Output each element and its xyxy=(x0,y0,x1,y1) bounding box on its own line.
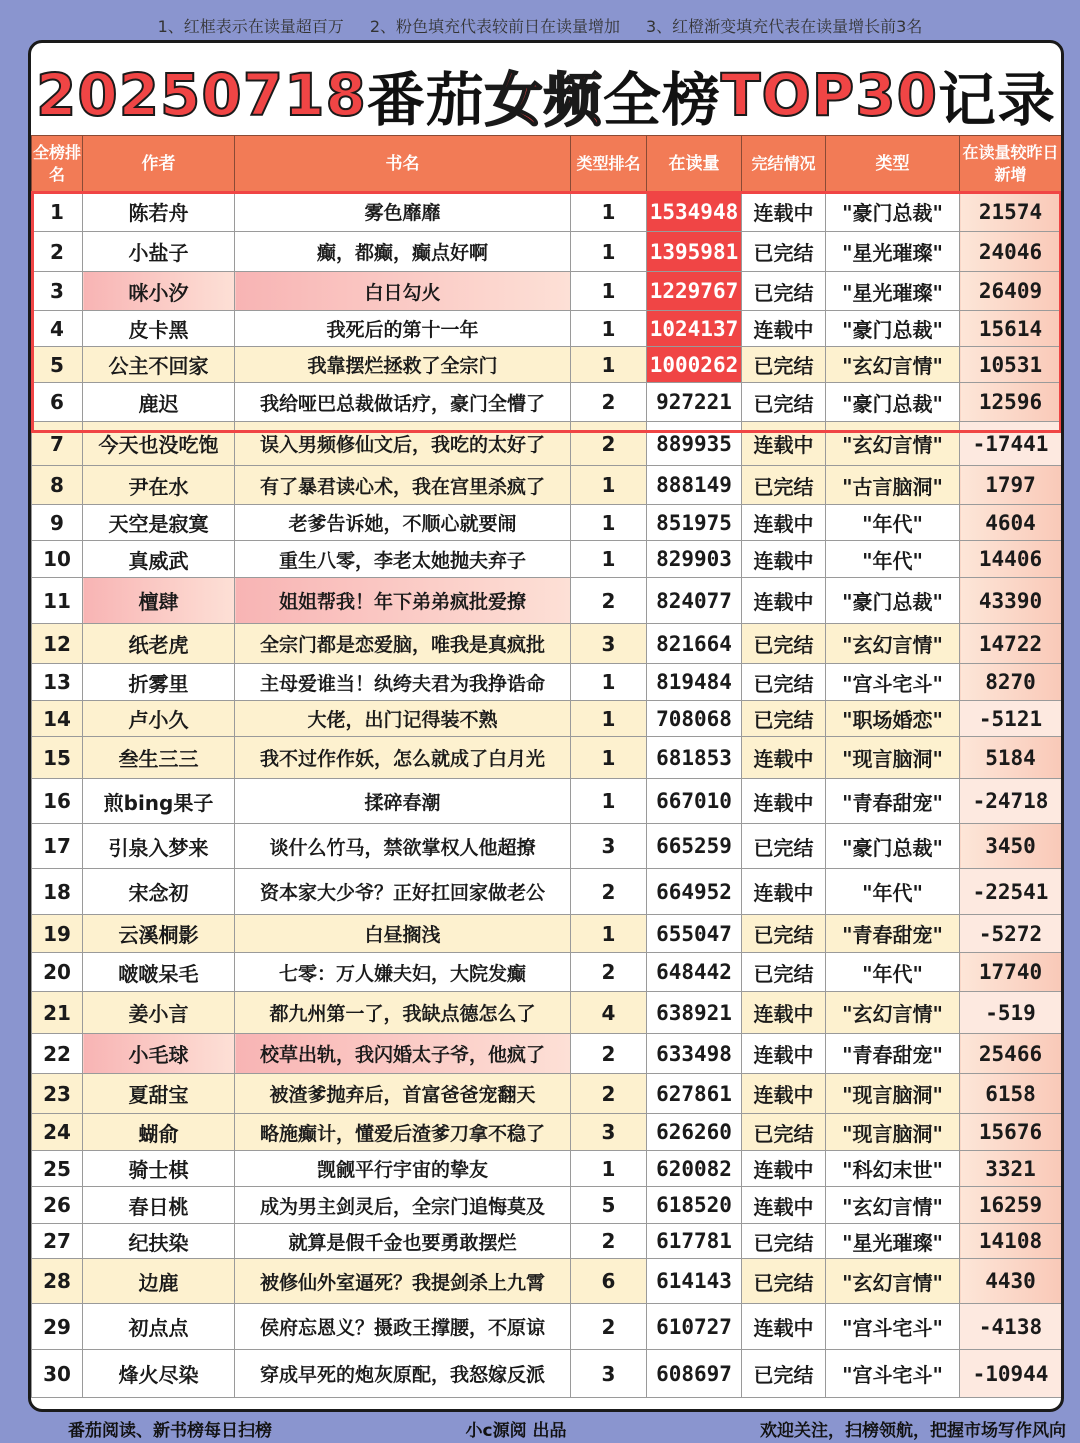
cell-reads: 633498 xyxy=(647,1034,742,1074)
cell-author: 天空是寂寞 xyxy=(83,505,235,541)
cell-genre: "现言脑洞" xyxy=(826,737,960,779)
cell-author: 宋念初 xyxy=(83,869,235,915)
cell-reads: 608697 xyxy=(647,1350,742,1398)
cell-book: 就算是假千金也要勇敢摆烂 xyxy=(235,1224,571,1259)
cell-rank: 20 xyxy=(32,953,83,992)
ranking-card xyxy=(28,40,1064,1412)
cell-author: 夏甜宝 xyxy=(83,1074,235,1114)
cell-type-rank: 2 xyxy=(571,1304,647,1350)
cell-reads: 617781 xyxy=(647,1224,742,1259)
table-row xyxy=(32,272,1062,311)
cell-reads: 681853 xyxy=(647,737,742,779)
cell-type-rank: 1 xyxy=(571,779,647,824)
cell-rank: 15 xyxy=(32,737,83,779)
table-row xyxy=(32,1187,1062,1224)
cell-reads: 851975 xyxy=(647,505,742,541)
table-row xyxy=(32,541,1062,578)
cell-book: 我靠摆烂拯救了全宗门 xyxy=(235,347,571,383)
cell-genre: "现言脑洞" xyxy=(826,1074,960,1114)
table-row xyxy=(32,1259,1062,1304)
header-book: 书名 xyxy=(235,136,571,192)
cell-book: 我不过作作妖，怎么就成了白月光 xyxy=(235,737,571,779)
title-platform: 番茄 xyxy=(366,66,485,134)
cell-author: 尹在水 xyxy=(83,466,235,505)
cell-rank: 12 xyxy=(32,624,83,664)
cell-status: 连载中 xyxy=(742,311,826,347)
cell-genre: "现言脑洞" xyxy=(826,1114,960,1151)
table-row xyxy=(32,953,1062,992)
cell-status: 连载中 xyxy=(742,1074,826,1114)
cell-type-rank: 1 xyxy=(571,737,647,779)
cell-status: 已完结 xyxy=(742,466,826,505)
cell-delta: 4604 xyxy=(960,505,1062,541)
table-row xyxy=(32,701,1062,737)
table-row xyxy=(32,311,1062,347)
table-row xyxy=(32,578,1062,624)
cell-rank: 22 xyxy=(32,1034,83,1074)
legend-item-2: 2、粉色填充代表较前日在读量增加 xyxy=(369,17,620,36)
cell-type-rank: 3 xyxy=(571,624,647,664)
table-row xyxy=(32,1350,1062,1398)
cell-rank: 18 xyxy=(32,869,83,915)
footer-right: 欢迎关注，扫榜领航，把握市场写作风向 xyxy=(760,1421,1066,1441)
cell-book: 误入男频修仙文后，我吃的太好了 xyxy=(235,422,571,466)
cell-genre: "年代" xyxy=(826,869,960,915)
cell-type-rank: 2 xyxy=(571,383,647,422)
cell-genre: "玄幻言情" xyxy=(826,624,960,664)
cell-reads: 610727 xyxy=(647,1304,742,1350)
cell-author: 皮卡黑 xyxy=(83,311,235,347)
cell-rank: 2 xyxy=(32,232,83,272)
cell-status: 已完结 xyxy=(742,915,826,953)
cell-book: 白日勾火 xyxy=(235,272,571,311)
cell-reads: 1024137 xyxy=(647,311,742,347)
cell-type-rank: 2 xyxy=(571,578,647,624)
cell-rank: 8 xyxy=(32,466,83,505)
cell-delta: 43390 xyxy=(960,578,1062,624)
cell-status: 连载中 xyxy=(742,578,826,624)
cell-rank: 26 xyxy=(32,1187,83,1224)
cell-rank: 9 xyxy=(32,505,83,541)
cell-book: 老爹告诉她，不顺心就要闹 xyxy=(235,505,571,541)
cell-genre: "豪门总裁" xyxy=(826,383,960,422)
table-row xyxy=(32,192,1062,232)
cell-delta: -5272 xyxy=(960,915,1062,953)
cell-rank: 30 xyxy=(32,1350,83,1398)
cell-delta: 4430 xyxy=(960,1259,1062,1304)
cell-reads: 667010 xyxy=(647,779,742,824)
cell-author: 今天也没吃饱 xyxy=(83,422,235,466)
cell-status: 已完结 xyxy=(742,1114,826,1151)
cell-status: 连载中 xyxy=(742,992,826,1034)
table-row xyxy=(32,232,1062,272)
cell-rank: 27 xyxy=(32,1224,83,1259)
cell-type-rank: 1 xyxy=(571,541,647,578)
cell-author: 鹿迟 xyxy=(83,383,235,422)
cell-reads: 889935 xyxy=(647,422,742,466)
header-reads: 在读量 xyxy=(647,136,742,192)
cell-genre: "玄幻言情" xyxy=(826,347,960,383)
cell-type-rank: 2 xyxy=(571,1224,647,1259)
table-row xyxy=(32,915,1062,953)
cell-reads: 620082 xyxy=(647,1151,742,1187)
table-row xyxy=(32,422,1062,466)
cell-delta: 3321 xyxy=(960,1151,1062,1187)
cell-type-rank: 1 xyxy=(571,915,647,953)
table-row xyxy=(32,505,1062,541)
cell-book: 谈什么竹马，禁欲掌权人他超撩 xyxy=(235,824,571,869)
header-delta: 在读量较昨日新增 xyxy=(960,136,1062,192)
cell-delta: 1797 xyxy=(960,466,1062,505)
cell-delta: -17441 xyxy=(960,422,1062,466)
cell-rank: 24 xyxy=(32,1114,83,1151)
cell-type-rank: 1 xyxy=(571,664,647,701)
cell-reads: 638921 xyxy=(647,992,742,1034)
cell-reads: 618520 xyxy=(647,1187,742,1224)
cell-status: 连载中 xyxy=(742,779,826,824)
cell-status: 已完结 xyxy=(742,664,826,701)
cell-genre: "星光璀璨" xyxy=(826,272,960,311)
cell-book: 重生八零，李老太她抛夫弃子 xyxy=(235,541,571,578)
cell-rank: 6 xyxy=(32,383,83,422)
cell-status: 连载中 xyxy=(742,737,826,779)
cell-delta: 8270 xyxy=(960,664,1062,701)
cell-genre: "豪门总裁" xyxy=(826,311,960,347)
cell-book: 白昼搁浅 xyxy=(235,915,571,953)
cell-delta: 14722 xyxy=(960,624,1062,664)
cell-book: 被渣爹抛弃后，首富爸爸宠翻天 xyxy=(235,1074,571,1114)
cell-reads: 888149 xyxy=(647,466,742,505)
header-genre: 类型 xyxy=(826,136,960,192)
cell-status: 已完结 xyxy=(742,1224,826,1259)
cell-reads: 829903 xyxy=(647,541,742,578)
footer-center: 小c源阅 出品 xyxy=(465,1421,567,1441)
cell-genre: "年代" xyxy=(826,953,960,992)
cell-type-rank: 3 xyxy=(571,824,647,869)
title-top: TOP30 xyxy=(720,61,938,129)
cell-status: 连载中 xyxy=(742,1304,826,1350)
cell-book: 有了暴君读心术，我在宫里杀疯了 xyxy=(235,466,571,505)
cell-book: 略施癫计，懂爱后渣爹刀拿不稳了 xyxy=(235,1114,571,1151)
cell-author: 陈若舟 xyxy=(83,192,235,232)
cell-author: 初点点 xyxy=(83,1304,235,1350)
title-date: 20250718 xyxy=(35,61,367,129)
cell-status: 已完结 xyxy=(742,824,826,869)
cell-delta: -519 xyxy=(960,992,1062,1034)
cell-status: 已完结 xyxy=(742,383,826,422)
cell-rank: 17 xyxy=(32,824,83,869)
cell-delta: 21574 xyxy=(960,192,1062,232)
cell-delta: 5184 xyxy=(960,737,1062,779)
cell-genre: "青春甜宠" xyxy=(826,779,960,824)
cell-type-rank: 3 xyxy=(571,1350,647,1398)
cell-rank: 21 xyxy=(32,992,83,1034)
cell-delta: 6158 xyxy=(960,1074,1062,1114)
cell-author: 骑士棋 xyxy=(83,1151,235,1187)
header-type-rank: 类型排名 xyxy=(571,136,647,192)
cell-type-rank: 4 xyxy=(571,992,647,1034)
cell-reads: 664952 xyxy=(647,869,742,915)
cell-genre: "宫斗宅斗" xyxy=(826,1350,960,1398)
cell-rank: 10 xyxy=(32,541,83,578)
cell-status: 已完结 xyxy=(742,701,826,737)
cell-author: 公主不回家 xyxy=(83,347,235,383)
cell-reads: 648442 xyxy=(647,953,742,992)
cell-reads: 708068 xyxy=(647,701,742,737)
cell-delta: -22541 xyxy=(960,869,1062,915)
header-author: 作者 xyxy=(83,136,235,192)
cell-status: 已完结 xyxy=(742,953,826,992)
cell-status: 已完结 xyxy=(742,347,826,383)
cell-delta: 14108 xyxy=(960,1224,1062,1259)
cell-type-rank: 1 xyxy=(571,232,647,272)
cell-reads: 824077 xyxy=(647,578,742,624)
cell-book: 穿成早死的炮灰原配，我怒嫁反派 xyxy=(235,1350,571,1398)
cell-type-rank: 1 xyxy=(571,192,647,232)
legend-item-3: 3、红橙渐变填充代表在读量增长前3名 xyxy=(646,17,923,36)
cell-genre: "星光璀璨" xyxy=(826,1224,960,1259)
cell-genre: "青春甜宠" xyxy=(826,915,960,953)
cell-author: 煎bing果子 xyxy=(83,779,235,824)
cell-reads: 655047 xyxy=(647,915,742,953)
cell-genre: "宫斗宅斗" xyxy=(826,1304,960,1350)
cell-book: 姐姐帮我！年下弟弟疯批爱撩 xyxy=(235,578,571,624)
cell-status: 连载中 xyxy=(742,1151,826,1187)
cell-rank: 14 xyxy=(32,701,83,737)
table-row xyxy=(32,869,1062,915)
cell-status: 连载中 xyxy=(742,1034,826,1074)
table-row xyxy=(32,824,1062,869)
cell-book: 侯府忘恩义？摄政王撑腰，不原谅 xyxy=(235,1304,571,1350)
cell-book: 主母爱谁当！纨绔夫君为我挣诰命 xyxy=(235,664,571,701)
cell-reads: 1229767 xyxy=(647,272,742,311)
cell-reads: 665259 xyxy=(647,824,742,869)
cell-book: 七零：万人嫌夫妇，大院发癫 xyxy=(235,953,571,992)
cell-author: 折雾里 xyxy=(83,664,235,701)
cell-type-rank: 2 xyxy=(571,1034,647,1074)
cell-author: 云溪桐影 xyxy=(83,915,235,953)
cell-rank: 19 xyxy=(32,915,83,953)
cell-delta: 17740 xyxy=(960,953,1062,992)
cell-genre: "古言脑洞" xyxy=(826,466,960,505)
cell-reads: 927221 xyxy=(647,383,742,422)
cell-genre: "宫斗宅斗" xyxy=(826,664,960,701)
table-row xyxy=(32,992,1062,1034)
cell-genre: "职场婚恋" xyxy=(826,701,960,737)
cell-author: 真威武 xyxy=(83,541,235,578)
table-row xyxy=(32,1304,1062,1350)
cell-status: 连载中 xyxy=(742,869,826,915)
cell-type-rank: 1 xyxy=(571,311,647,347)
footer xyxy=(0,1414,1080,1443)
cell-book: 我死后的第十一年 xyxy=(235,311,571,347)
cell-reads: 1534948 xyxy=(647,192,742,232)
cell-type-rank: 5 xyxy=(571,1187,647,1224)
cell-book: 大佬，出门记得装不熟 xyxy=(235,701,571,737)
cell-reads: 1395981 xyxy=(647,232,742,272)
cell-author: 姜小言 xyxy=(83,992,235,1034)
cell-delta: -10944 xyxy=(960,1350,1062,1398)
cell-type-rank: 1 xyxy=(571,466,647,505)
cell-status: 连载中 xyxy=(742,505,826,541)
table-row xyxy=(32,1034,1062,1074)
ranking-table xyxy=(31,135,1062,1398)
cell-delta: 15614 xyxy=(960,311,1062,347)
cell-status: 连载中 xyxy=(742,541,826,578)
cell-genre: "玄幻言情" xyxy=(826,1259,960,1304)
table-row xyxy=(32,383,1062,422)
cell-rank: 28 xyxy=(32,1259,83,1304)
table-row xyxy=(32,466,1062,505)
table-row xyxy=(32,664,1062,701)
cell-type-rank: 2 xyxy=(571,1074,647,1114)
cell-delta: 3450 xyxy=(960,824,1062,869)
cell-reads: 1000262 xyxy=(647,347,742,383)
table-header-row xyxy=(32,136,1062,192)
cell-delta: -24718 xyxy=(960,779,1062,824)
cell-author: 纪扶染 xyxy=(83,1224,235,1259)
title-list: 全榜 xyxy=(602,66,721,134)
cell-type-rank: 1 xyxy=(571,347,647,383)
cell-type-rank: 1 xyxy=(571,1151,647,1187)
cell-status: 已完结 xyxy=(742,1350,826,1398)
cell-reads: 627861 xyxy=(647,1074,742,1114)
title-channel: 女频 xyxy=(484,66,603,134)
table-row xyxy=(32,737,1062,779)
cell-author: 檀肆 xyxy=(83,578,235,624)
table-row xyxy=(32,1114,1062,1151)
cell-delta: -5121 xyxy=(960,701,1062,737)
cell-rank: 16 xyxy=(32,779,83,824)
cell-genre: "年代" xyxy=(826,505,960,541)
cell-author: 叁生三三 xyxy=(83,737,235,779)
cell-status: 连载中 xyxy=(742,1187,826,1224)
cell-reads: 614143 xyxy=(647,1259,742,1304)
table-row xyxy=(32,347,1062,383)
cell-genre: "豪门总裁" xyxy=(826,192,960,232)
table-row xyxy=(32,1074,1062,1114)
cell-delta: 26409 xyxy=(960,272,1062,311)
cell-author: 小盐子 xyxy=(83,232,235,272)
cell-rank: 3 xyxy=(32,272,83,311)
cell-delta: 25466 xyxy=(960,1034,1062,1074)
cell-rank: 11 xyxy=(32,578,83,624)
cell-reads: 626260 xyxy=(647,1114,742,1151)
cell-genre: "玄幻言情" xyxy=(826,422,960,466)
cell-type-rank: 1 xyxy=(571,272,647,311)
cell-type-rank: 1 xyxy=(571,701,647,737)
cell-rank: 4 xyxy=(32,311,83,347)
cell-delta: 14406 xyxy=(960,541,1062,578)
table-row xyxy=(32,1224,1062,1259)
cell-rank: 5 xyxy=(32,347,83,383)
cell-delta: 10531 xyxy=(960,347,1062,383)
cell-status: 已完结 xyxy=(742,232,826,272)
cell-type-rank: 6 xyxy=(571,1259,647,1304)
cell-author: 卢小久 xyxy=(83,701,235,737)
cell-reads: 819484 xyxy=(647,664,742,701)
cell-author: 啵啵呆毛 xyxy=(83,953,235,992)
cell-delta: -4138 xyxy=(960,1304,1062,1350)
cell-status: 已完结 xyxy=(742,272,826,311)
header-rank: 全榜排名 xyxy=(32,136,83,192)
cell-delta: 16259 xyxy=(960,1187,1062,1224)
cell-type-rank: 2 xyxy=(571,953,647,992)
cell-type-rank: 3 xyxy=(571,1114,647,1151)
cell-rank: 13 xyxy=(32,664,83,701)
cell-author: 引泉入梦来 xyxy=(83,824,235,869)
cell-reads: 821664 xyxy=(647,624,742,664)
cell-book: 全宗门都是恋爱脑，唯我是真疯批 xyxy=(235,624,571,664)
cell-author: 纸老虎 xyxy=(83,624,235,664)
cell-book: 我给哑巴总裁做话疗，豪门全懵了 xyxy=(235,383,571,422)
cell-author: 春日桃 xyxy=(83,1187,235,1224)
table-row xyxy=(32,779,1062,824)
cell-genre: "年代" xyxy=(826,541,960,578)
cell-genre: "科幻末世" xyxy=(826,1151,960,1187)
cell-book: 觊觎平行宇宙的挚友 xyxy=(235,1151,571,1187)
cell-book: 癫，都癫，癫点好啊 xyxy=(235,232,571,272)
cell-author: 边鹿 xyxy=(83,1259,235,1304)
cell-genre: "豪门总裁" xyxy=(826,578,960,624)
cell-author: 咪小汐 xyxy=(83,272,235,311)
table-body xyxy=(32,192,1062,1398)
cell-rank: 1 xyxy=(32,192,83,232)
legend xyxy=(0,14,1080,38)
cell-genre: "豪门总裁" xyxy=(826,824,960,869)
cell-book: 揉碎春潮 xyxy=(235,779,571,824)
cell-status: 连载中 xyxy=(742,192,826,232)
cell-rank: 23 xyxy=(32,1074,83,1114)
legend-item-1: 1、红框表示在读量超百万 xyxy=(157,17,344,36)
header-status: 完结情况 xyxy=(742,136,826,192)
cell-book: 被修仙外室逼死？我提剑杀上九霄 xyxy=(235,1259,571,1304)
cell-book: 成为男主剑灵后，全宗门追悔莫及 xyxy=(235,1187,571,1224)
cell-book: 校草出轨，我闪婚太子爷，他疯了 xyxy=(235,1034,571,1074)
page-title xyxy=(31,53,1061,137)
cell-author: 小毛球 xyxy=(83,1034,235,1074)
cell-rank: 25 xyxy=(32,1151,83,1187)
table-row xyxy=(32,624,1062,664)
cell-status: 已完结 xyxy=(742,624,826,664)
cell-author: 烽火尽染 xyxy=(83,1350,235,1398)
cell-book: 雾色靡靡 xyxy=(235,192,571,232)
cell-author: 蝴俞 xyxy=(83,1114,235,1151)
cell-book: 都九州第一了，我缺点德怎么了 xyxy=(235,992,571,1034)
cell-genre: "青春甜宠" xyxy=(826,1034,960,1074)
cell-genre: "星光璀璨" xyxy=(826,232,960,272)
cell-delta: 24046 xyxy=(960,232,1062,272)
cell-book: 资本家大少爷？正好扛回家做老公 xyxy=(235,869,571,915)
cell-genre: "玄幻言情" xyxy=(826,1187,960,1224)
cell-rank: 29 xyxy=(32,1304,83,1350)
cell-status: 已完结 xyxy=(742,1259,826,1304)
cell-status: 连载中 xyxy=(742,422,826,466)
cell-genre: "玄幻言情" xyxy=(826,992,960,1034)
cell-delta: 15676 xyxy=(960,1114,1062,1151)
cell-rank: 7 xyxy=(32,422,83,466)
title-record: 记录 xyxy=(937,66,1056,134)
cell-type-rank: 2 xyxy=(571,869,647,915)
footer-left: 番茄阅读、新书榜每日扫榜 xyxy=(68,1421,272,1441)
cell-delta: 12596 xyxy=(960,383,1062,422)
cell-type-rank: 2 xyxy=(571,422,647,466)
cell-type-rank: 1 xyxy=(571,505,647,541)
table-row xyxy=(32,1151,1062,1187)
